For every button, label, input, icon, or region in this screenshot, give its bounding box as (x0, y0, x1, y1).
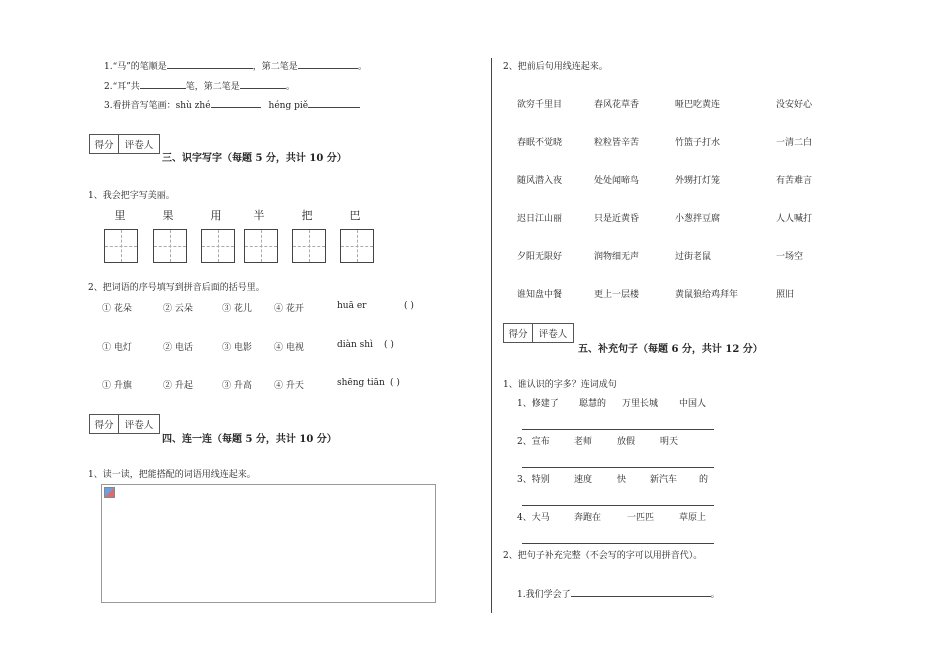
match-phrase[interactable]: 春风花草香 (594, 100, 640, 110)
question-text: 1、我会把字写美丽。 (88, 191, 175, 201)
match-phrase[interactable]: 人人喊打 (776, 214, 813, 224)
image-placeholder (101, 484, 436, 603)
question-text: 2、把前后句用线连起来。 (503, 62, 608, 72)
character-label: 果 (162, 209, 174, 222)
option: ③ 电影 (222, 343, 252, 353)
answer-parens[interactable]: ( ) (384, 340, 394, 350)
option: ③ 花儿 (222, 304, 252, 314)
word-item: 放假 (617, 437, 636, 447)
answer-blank[interactable] (211, 98, 261, 108)
option: ② 电话 (163, 343, 193, 353)
answer-line[interactable] (522, 423, 714, 433)
match-phrase[interactable]: 没安好心 (776, 100, 813, 110)
match-phrase[interactable]: 竹篮子打水 (675, 138, 721, 148)
answer-blank[interactable] (571, 587, 711, 597)
word-item: 草原上 (679, 513, 707, 523)
question-text: 2、把句子补充完整（不会写的字可以用拼音代）。 (503, 551, 703, 561)
match-phrase[interactable]: 照旧 (776, 290, 795, 300)
match-phrase[interactable]: 春眠不觉晓 (517, 138, 563, 148)
q1-prefix: 1.“马”的笔顺是 (104, 62, 167, 72)
match-phrase[interactable]: 只是近黄昏 (594, 214, 640, 224)
fill-prefix: 1.我们学会了 (517, 590, 571, 600)
q3-prefix: 3.看拼音写笔画：shù zhé (104, 101, 211, 111)
fill-sentence (517, 587, 720, 600)
character-label: 用 (210, 209, 222, 222)
score-box (89, 414, 160, 434)
q2-mid: 笔，第二笔是 (185, 82, 240, 92)
word-item: 明天 (660, 437, 679, 447)
pinyin: huā er (337, 301, 367, 311)
word-item: 万里长城 (622, 399, 659, 409)
writing-grid[interactable] (292, 229, 326, 263)
word-item: 新汽车 (650, 475, 678, 485)
answer-blank[interactable] (298, 59, 358, 69)
answer-line[interactable] (522, 537, 714, 547)
option: ④ 花开 (274, 304, 304, 314)
pinyin: shēng tiān (337, 378, 385, 388)
character-label: 里 (114, 209, 126, 222)
match-phrase[interactable]: 更上一层楼 (594, 290, 640, 300)
character-label: 把 (301, 209, 313, 222)
section-title: 五、补充句子（每题 6 分，共计 12 分） (578, 344, 763, 355)
match-phrase[interactable]: 小葱拌豆腐 (675, 214, 721, 224)
option: ② 云朵 (163, 304, 193, 314)
q1-mid: ，第二笔是 (252, 62, 298, 72)
match-phrase[interactable]: 迟日江山丽 (517, 214, 563, 224)
writing-grid[interactable] (104, 229, 138, 263)
match-phrase[interactable]: 处处闻啼鸟 (594, 176, 640, 186)
score-label: 得分 (90, 415, 119, 433)
word-item: 速度 (574, 475, 593, 485)
answer-blank[interactable] (308, 98, 360, 108)
word-item: 快 (617, 475, 627, 485)
column-divider (491, 58, 492, 613)
writing-grid[interactable] (340, 229, 374, 263)
match-phrase[interactable]: 润物细无声 (594, 252, 640, 262)
word-item: 中国人 (679, 399, 707, 409)
match-phrase[interactable]: 一场空 (776, 252, 804, 262)
q3-mid: héng piě (268, 101, 309, 111)
match-phrase[interactable]: 有苦难言 (776, 176, 813, 186)
option: ② 升起 (163, 381, 193, 391)
option: ① 升旗 (102, 381, 132, 391)
character-label: 半 (253, 209, 265, 222)
character-label: 巴 (349, 209, 361, 222)
word-item: 老师 (574, 437, 593, 447)
option: ④ 电视 (274, 343, 304, 353)
match-phrase[interactable]: 谁知盘中餐 (517, 290, 563, 300)
score-label: 得分 (90, 135, 119, 153)
broken-image-icon (104, 487, 115, 498)
writing-grid[interactable] (244, 229, 278, 263)
option: ③ 升高 (222, 381, 252, 391)
question-line (104, 59, 367, 72)
match-phrase[interactable]: 粒粒皆辛苦 (594, 138, 640, 148)
answer-blank[interactable] (167, 59, 253, 69)
grader-label: 评卷人 (124, 140, 154, 151)
word-item: 3、特别 (517, 475, 550, 485)
option: ① 花朵 (102, 304, 132, 314)
section-title: 三、识字写字（每题 5 分，共计 10 分） (162, 153, 347, 164)
answer-parens[interactable]: ( ) (404, 301, 414, 311)
word-item: 奔跑在 (574, 513, 602, 523)
match-phrase[interactable]: 过街老鼠 (675, 252, 712, 262)
match-phrase[interactable]: 欲穷千里目 (517, 100, 563, 110)
score-box (89, 134, 160, 154)
answer-blank[interactable] (240, 79, 286, 89)
answer-line[interactable] (522, 461, 714, 471)
score-label: 得分 (504, 324, 533, 342)
grader-label: 评卷人 (538, 329, 568, 340)
answer-blank[interactable] (140, 79, 186, 89)
fill-end: 。 (710, 590, 720, 600)
q1-end: 。 (357, 62, 367, 72)
match-phrase[interactable]: 哑巴吃黄连 (675, 100, 721, 110)
writing-grid[interactable] (201, 229, 235, 263)
word-item: 2、宣布 (517, 437, 550, 447)
writing-grid[interactable] (153, 229, 187, 263)
q2-end: 。 (285, 82, 295, 92)
pinyin: diàn shì (337, 340, 373, 350)
match-phrase[interactable]: 外甥打灯笼 (675, 176, 721, 186)
question-text: 2、把词语的序号填写到拼音后面的括号里。 (88, 283, 265, 293)
option: ① 电灯 (102, 343, 132, 353)
answer-parens[interactable]: ( ) (390, 378, 400, 388)
word-item: 4、大马 (517, 513, 550, 523)
match-phrase[interactable]: 随风潜入夜 (517, 176, 563, 186)
word-item: 一匹匹 (627, 513, 655, 523)
q2-prefix: 2.“耳”共 (104, 82, 140, 92)
match-phrase[interactable]: 黄鼠狼给鸡拜年 (675, 290, 739, 300)
question-line (104, 79, 295, 92)
match-phrase[interactable]: 一清二白 (776, 138, 813, 148)
question-line (104, 98, 360, 111)
word-item: 的 (699, 475, 709, 485)
answer-line[interactable] (522, 499, 714, 509)
match-phrase[interactable]: 夕阳无限好 (517, 252, 563, 262)
grader-label: 评卷人 (124, 420, 154, 431)
option: ④ 升天 (274, 381, 304, 391)
question-text: 1、谁认识的字多？连词成句 (503, 380, 617, 390)
section-title: 四、连一连（每题 5 分，共计 10 分） (162, 434, 337, 445)
word-item: 1、修建了 (517, 399, 559, 409)
score-box (503, 323, 574, 343)
word-item: 聪慧的 (579, 399, 607, 409)
question-text: 1、读一读，把能搭配的词语用线连起来。 (88, 470, 256, 480)
